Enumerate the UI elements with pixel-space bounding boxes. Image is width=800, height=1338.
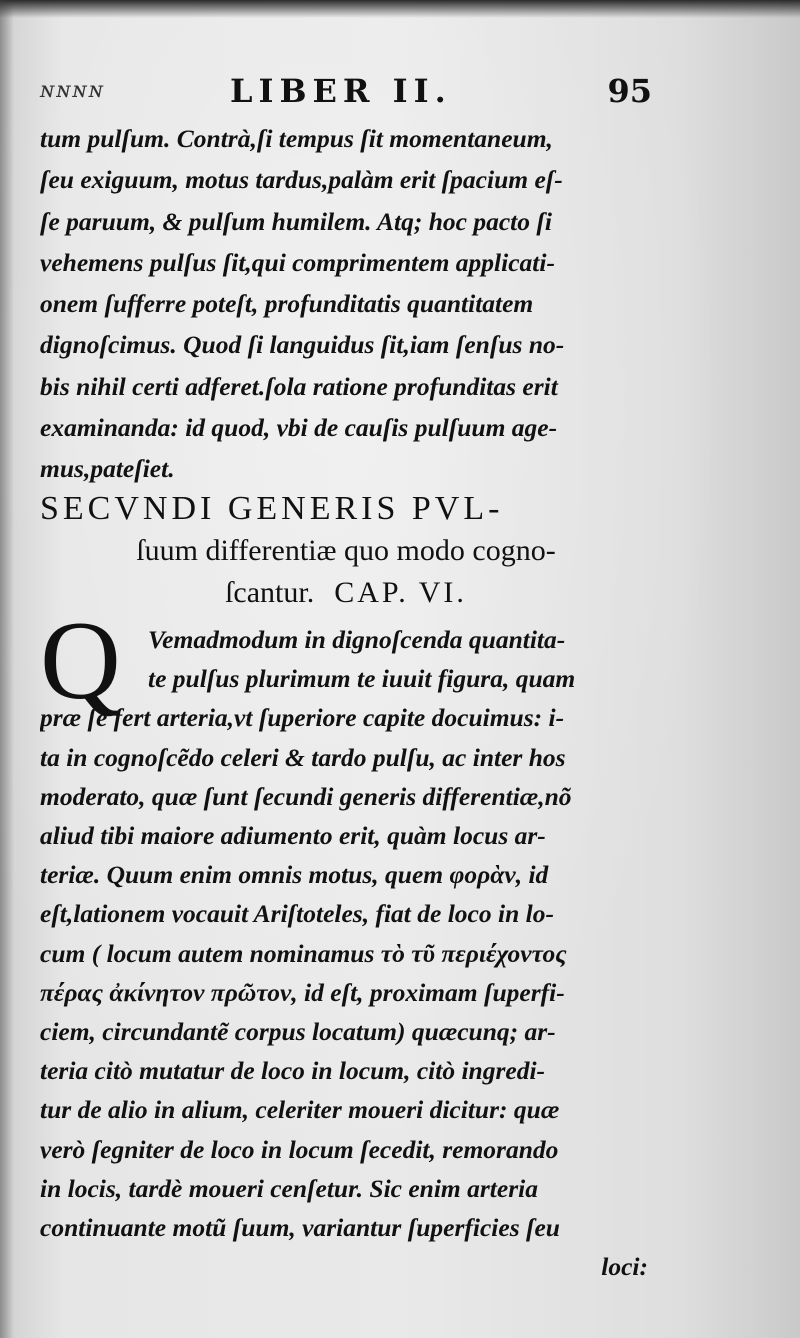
chapter-heading xyxy=(40,488,652,614)
paragraph-profundity xyxy=(40,118,652,490)
text-line: ſeu exiguum, motus tardus,palàm erit ſpacium eſ- xyxy=(40,165,563,195)
text-line: cum ( locum autem nominamus τὸ τῦ περιέχοντος xyxy=(40,938,567,968)
text-line: tum pulſum. Contrà,ſi tempus ſit momentaneum, xyxy=(40,124,553,153)
text-line: tur de alio in alium, celeriter moueri dicitur: quæ xyxy=(40,1095,560,1125)
text-line: eſt,lationem vocauit Ariſtoteles, fiat de loco in lo- xyxy=(40,899,554,929)
chapter-heading-text: ſcantur. xyxy=(225,576,315,609)
text-line: ciem, circundantẽ corpus locatum) quæcunq; ar- xyxy=(40,1017,556,1047)
paragraph-celerity xyxy=(40,599,652,1286)
running-title: LIBER II. xyxy=(230,72,452,110)
text-line: aliud tibi maiore adiumento erit, quàm locus ar- xyxy=(40,821,546,851)
text-line: vehemens pulſus ſit,qui comprimentem applicati- xyxy=(40,247,555,277)
drop-capital: Q xyxy=(40,599,121,723)
text-line: moderato, quæ ſunt ſecundi generis differentiæ,nõ xyxy=(40,781,572,811)
chapter-heading-line2: ſuum differentiæ quo modo cogno- xyxy=(136,534,556,567)
text-line: onem ſufferre poteſt, profunditatis quantitatem xyxy=(40,289,534,319)
text-line: in locis, tardè moueri cenſetur. Sic enim arteria xyxy=(40,1173,538,1203)
text-line: examinanda: id quod, vbi de cauſis pulſuum age- xyxy=(40,413,558,443)
text-line: dignoſcimus. Quod ſi languidus ſit,iam ſenſus no- xyxy=(40,330,565,360)
page-top-shadow xyxy=(0,0,800,18)
text-line: præ ſe fert arteria,vt ſuperiore capite docuimus: i- xyxy=(40,703,565,733)
gutter-shadow xyxy=(0,0,14,1338)
page-header xyxy=(40,72,652,120)
text-line: verò ſegniter de loco in locum ſecedit, remorando xyxy=(40,1134,559,1164)
page-number: 95 xyxy=(607,72,652,110)
text-line: mus,pateſiet. xyxy=(40,454,175,484)
chapter-heading-line1: SECVNDI GENERIS PVL- xyxy=(40,490,504,527)
chapter-number: CAP. VI. xyxy=(334,576,467,609)
catchword: loci: xyxy=(601,1252,648,1282)
text-line: teriæ. Quum enim omnis motus, quem φορὰν, id xyxy=(40,860,549,890)
signature-marker: ɴɴɴɴ xyxy=(40,78,105,103)
text-line: teria citò mutatur de loco in locum, citò ingredi- xyxy=(40,1056,546,1086)
text-line: Vemadmodum in dignoſcenda quantita- xyxy=(148,625,566,654)
text-line: ta in cognoſcẽdo celeri & tardo pulſu, ac inter hos xyxy=(40,742,566,772)
text-line: ſe paruum, & pulſum humilem. Atq; hoc pacto ſi xyxy=(40,206,552,236)
text-line-greek: πέρας ἀκίνητον πρῶτον, id eſt, proximam ſuperfi- xyxy=(40,977,565,1007)
text-line: bis nihil certi adferet.ſola ratione profunditas erit xyxy=(40,371,558,401)
text-line: continuante motũ ſuum, variantur ſuperficies ſeu xyxy=(40,1213,560,1243)
text-line: te pulſus plurimum te iuuit figura, quam xyxy=(148,664,576,694)
chapter-heading-line3 xyxy=(40,572,652,614)
